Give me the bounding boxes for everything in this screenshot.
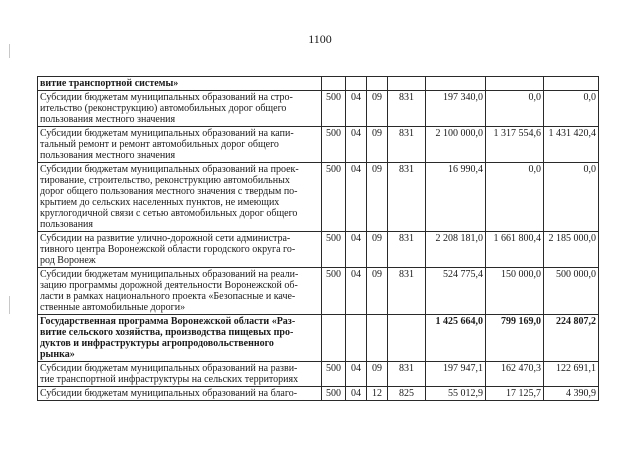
amount-year-2: 799 169,0 — [486, 315, 544, 362]
amount-year-1: 55 012,9 — [426, 387, 486, 401]
code-section: 04 — [346, 232, 367, 268]
table-row — [38, 268, 599, 315]
amount-year-1: 1 425 664,0 — [426, 315, 486, 362]
row-description: Субсидии на развитие улично-дорожной сети администра- тивного центра Воронежской области городского округа го- род Воронеж — [38, 232, 322, 268]
code-expense-type: 825 — [388, 387, 426, 401]
code-ministry: 500 — [322, 91, 346, 127]
amount-year-2: 17 125,7 — [486, 387, 544, 401]
table-row — [38, 91, 599, 127]
amount-year-3 — [544, 77, 599, 91]
code-ministry: 500 — [322, 163, 346, 232]
table-row — [38, 232, 599, 268]
row-description: Субсидии бюджетам муниципальных образований на благо- — [38, 387, 322, 401]
amount-year-1 — [426, 77, 486, 91]
code-section — [346, 315, 367, 362]
code-ministry: 500 — [322, 268, 346, 315]
code-expense-type — [388, 315, 426, 362]
scan-margin-mark — [9, 44, 10, 58]
amount-year-2: 0,0 — [486, 91, 544, 127]
code-ministry: 500 — [322, 232, 346, 268]
amount-year-1: 2 100 000,0 — [426, 127, 486, 163]
amount-year-1: 2 208 181,0 — [426, 232, 486, 268]
code-subsection: 09 — [367, 232, 388, 268]
page-number: 1100 — [308, 32, 332, 46]
code-ministry — [322, 315, 346, 362]
amount-year-1: 524 775,4 — [426, 268, 486, 315]
table-row — [38, 127, 599, 163]
amount-year-3: 1 431 420,4 — [544, 127, 599, 163]
budget-table — [37, 76, 599, 401]
table-body — [38, 77, 599, 401]
table-row — [38, 387, 599, 401]
code-ministry — [322, 77, 346, 91]
code-section: 04 — [346, 91, 367, 127]
row-description: витие транспортной системы» — [38, 77, 322, 91]
amount-year-2: 1 661 800,4 — [486, 232, 544, 268]
code-ministry: 500 — [322, 127, 346, 163]
amount-year-3: 0,0 — [544, 163, 599, 232]
amount-year-1: 16 990,4 — [426, 163, 486, 232]
amount-year-3: 4 390,9 — [544, 387, 599, 401]
amount-year-2: 0,0 — [486, 163, 544, 232]
code-expense-type — [388, 77, 426, 91]
code-expense-type: 831 — [388, 268, 426, 315]
amount-year-3: 0,0 — [544, 91, 599, 127]
code-subsection: 09 — [367, 127, 388, 163]
amount-year-3: 2 185 000,0 — [544, 232, 599, 268]
code-section: 04 — [346, 362, 367, 387]
code-subsection: 12 — [367, 387, 388, 401]
row-description: Государственная программа Воронежской области «Раз- витие сельского хозяйства, производства пищевых про- дуктов и инфраструктуры агропродовольственного рынка» — [38, 315, 322, 362]
code-section: 04 — [346, 163, 367, 232]
code-subsection — [367, 315, 388, 362]
amount-year-1: 197 947,1 — [426, 362, 486, 387]
row-description: Субсидии бюджетам муниципальных образований на разви- тие транспортной инфраструктуры на сельских территориях — [38, 362, 322, 387]
row-description: Субсидии бюджетам муниципальных образований на проек- тирование, строительство, реконструкцию автомобильных дорог общего пользования местного значения с твердым по- крытием до сельских населенных пунктов, не имеющих круглогодичной связи с сетью автомобильных дорог общего пользования — [38, 163, 322, 232]
code-ministry: 500 — [322, 387, 346, 401]
amount-year-1: 197 340,0 — [426, 91, 486, 127]
code-section: 04 — [346, 387, 367, 401]
code-subsection: 09 — [367, 268, 388, 315]
amount-year-2: 1 317 554,6 — [486, 127, 544, 163]
amount-year-2: 150 000,0 — [486, 268, 544, 315]
code-section — [346, 77, 367, 91]
code-ministry: 500 — [322, 362, 346, 387]
code-expense-type: 831 — [388, 127, 426, 163]
row-description: Субсидии бюджетам муниципальных образований на капи- тальный ремонт и ремонт автомобильных дорог общего пользования местного значения — [38, 127, 322, 163]
scan-margin-mark — [9, 296, 10, 314]
amount-year-3: 224 807,2 — [544, 315, 599, 362]
code-section: 04 — [346, 268, 367, 315]
code-subsection: 09 — [367, 163, 388, 232]
row-description: Субсидии бюджетам муниципальных образований на реали- зацию программы дорожной деятельности Воронежской об- ласти в рамках национального проекта «Безопасные и каче- ственные автомобильные дороги» — [38, 268, 322, 315]
amount-year-3: 500 000,0 — [544, 268, 599, 315]
code-section: 04 — [346, 127, 367, 163]
amount-year-3: 122 691,1 — [544, 362, 599, 387]
code-subsection: 09 — [367, 362, 388, 387]
table-row — [38, 362, 599, 387]
table-row — [38, 315, 599, 362]
code-expense-type: 831 — [388, 163, 426, 232]
code-subsection — [367, 77, 388, 91]
code-expense-type: 831 — [388, 362, 426, 387]
code-expense-type: 831 — [388, 91, 426, 127]
table-row — [38, 163, 599, 232]
amount-year-2 — [486, 77, 544, 91]
code-expense-type: 831 — [388, 232, 426, 268]
table-row — [38, 77, 599, 91]
row-description: Субсидии бюджетам муниципальных образований на стро- ительство (реконструкцию) автомобильных дорог общего пользования местного значения — [38, 91, 322, 127]
code-subsection: 09 — [367, 91, 388, 127]
amount-year-2: 162 470,3 — [486, 362, 544, 387]
